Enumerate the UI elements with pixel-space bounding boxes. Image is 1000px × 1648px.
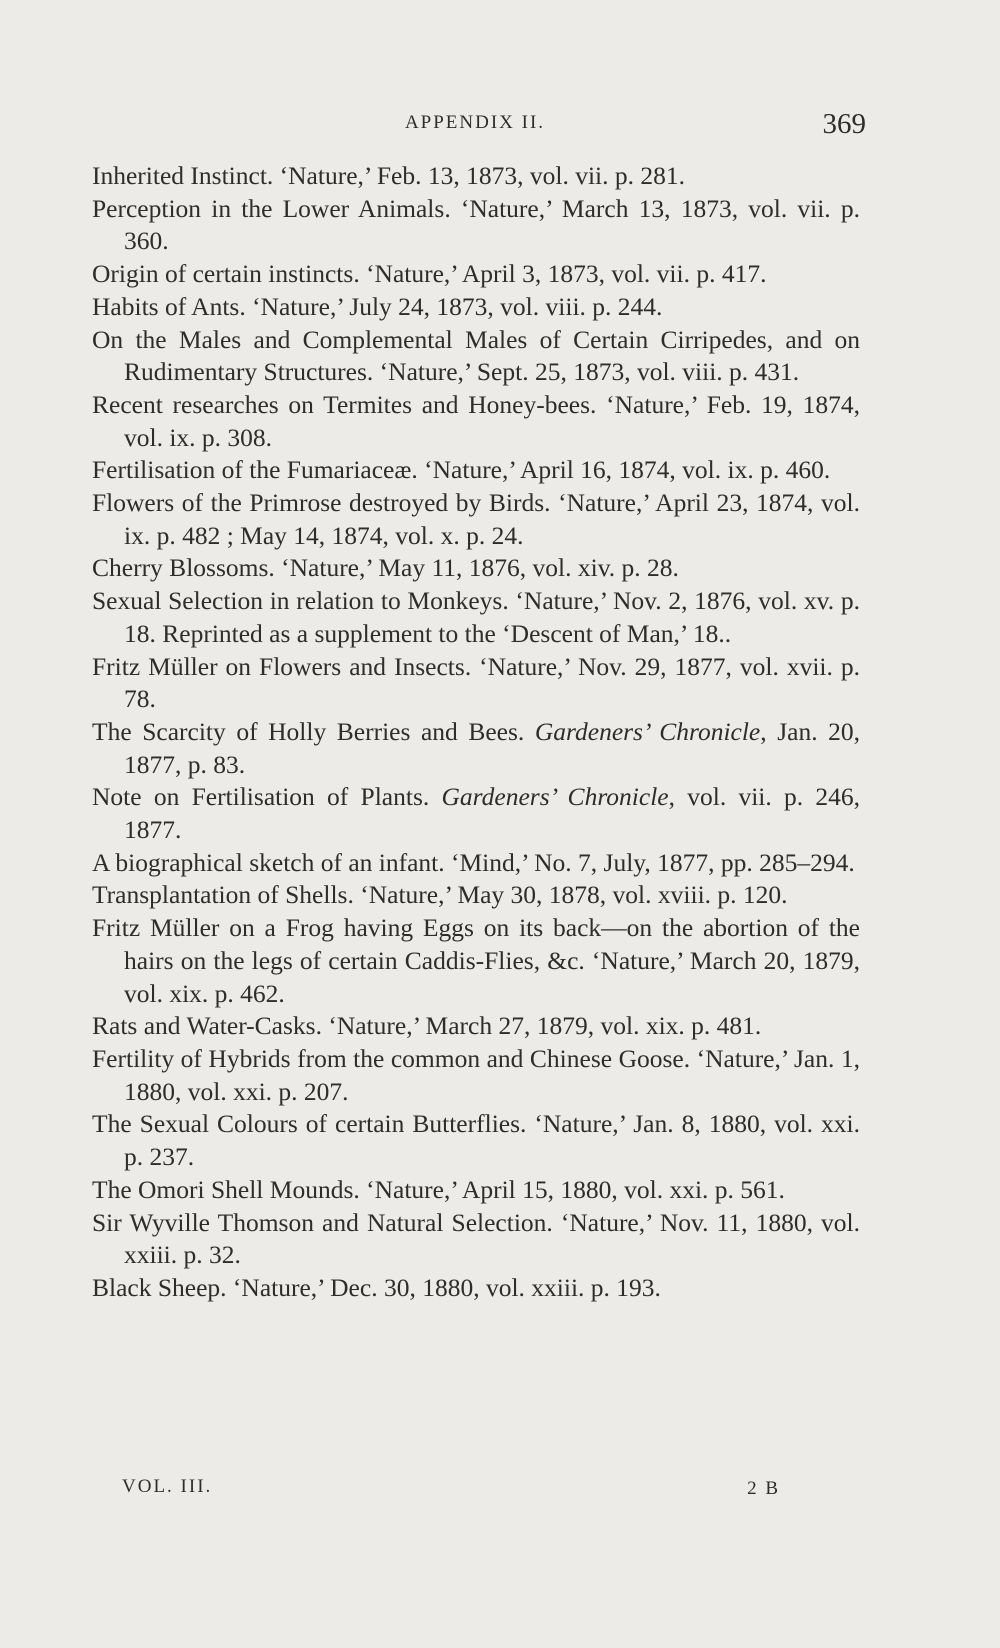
bibliography-entry bbox=[92, 781, 860, 846]
entry-text: A biographical sketch of an infant. ‘Mind,’ No. 7, July, 1877, pp. 285–294. bbox=[92, 847, 855, 877]
entry-text: Sexual Selection in relation to Monkeys. ‘Nature,’ Nov. 2, 1876, vol. xv. p. 18. Reprinted as a supplement to the ‘Descent of Man,’ 18.. bbox=[92, 586, 860, 648]
bibliography-entry bbox=[92, 454, 860, 487]
bibliography-entry bbox=[92, 324, 860, 389]
entry-text: Recent researches on Termites and Honey-bees. ‘Nature,’ Feb. 19, 1874, vol. ix. p. 308. bbox=[92, 389, 860, 452]
entry-text: Perception in the Lower Animals. ‘Nature,’ March 13, 1873, vol. vii. p. 360. bbox=[92, 193, 860, 256]
bibliography-entry bbox=[92, 1108, 860, 1173]
entry-text: Fritz Müller on a Frog having Eggs on its back—on the abortion of the hairs on the legs of certain Caddis-Flies, &c. ‘Nature,’ March 20, 1879, vol. xix. p. 462. bbox=[92, 913, 860, 1008]
bibliography-entry bbox=[92, 879, 860, 912]
bibliography-list bbox=[92, 160, 860, 1305]
periodical-title: Gardeners’ Chronicle bbox=[534, 716, 761, 746]
bibliography-entry bbox=[92, 160, 860, 193]
running-head bbox=[90, 108, 866, 148]
signature-mark: 2 B bbox=[747, 1478, 780, 1499]
bibliography-entry bbox=[92, 291, 860, 324]
bibliography-entry bbox=[92, 847, 860, 880]
entry-text: Fertility of Hybrids from the common and Chinese Goose. ‘Nature,’ Jan. 1, 1880, vol. xxi. p. 207. bbox=[92, 1043, 860, 1106]
entry-text: Flowers of the Primrose destroyed by Birds. ‘Nature,’ April 23, 1874, vol. ix. p. 482 ; May 14, 1874, vol. x. p. 24. bbox=[92, 488, 860, 550]
entry-text: The Sexual Colours of certain Butterflies. ‘Nature,’ Jan. 8, 1880, vol. xxi. p. 237. bbox=[92, 1109, 860, 1172]
bibliography-entry bbox=[92, 258, 860, 291]
entry-text: Cherry Blossoms. ‘Nature,’ May 11, 1876, vol. xiv. p. 28. bbox=[92, 553, 679, 583]
entry-text: Note on Fertilisation of Plants. bbox=[92, 782, 430, 812]
bibliography-entry bbox=[92, 1043, 860, 1108]
bibliography-entry bbox=[92, 585, 860, 650]
bibliography-entry bbox=[92, 1207, 860, 1272]
entry-text: Habits of Ants. ‘Nature,’ July 24, 1873, vol. viii. p. 244. bbox=[92, 291, 663, 321]
bibliography-entry bbox=[92, 193, 860, 258]
page-footer bbox=[122, 1476, 780, 1506]
section-title: APPENDIX II. bbox=[404, 112, 546, 133]
bibliography-entry bbox=[92, 912, 860, 1010]
entry-text: Fertilisation of the Fumariaceæ. ‘Nature,’ April 16, 1874, vol. ix. p. 460. bbox=[92, 455, 831, 485]
bibliography-entry bbox=[92, 1010, 860, 1043]
entry-citation: , Jan. 20, 1877, p. 83. bbox=[124, 716, 861, 779]
entry-text: On the Males and Complemental Males of Certain Cirripedes, and on Rudimentary Structures. ‘Nature,’ Sept. 25, 1873, vol. viii. p. 431. bbox=[92, 324, 860, 387]
entry-text: Rats and Water-Casks. ‘Nature,’ March 27, 1879, vol. xix. p. 481. bbox=[92, 1011, 762, 1041]
bibliography-entry bbox=[92, 716, 860, 781]
entry-citation: , vol. vii. p. 246, 1877. bbox=[124, 782, 860, 845]
entry-text: The Omori Shell Mounds. ‘Nature,’ April 15, 1880, vol. xxi. p. 561. bbox=[92, 1174, 785, 1204]
entry-text: Origin of certain instincts. ‘Nature,’ April 3, 1873, vol. vii. p. 417. bbox=[92, 259, 767, 289]
bibliography-entry bbox=[92, 1174, 860, 1207]
entry-text: Inherited Instinct. ‘Nature,’ Feb. 13, 1873, vol. vii. p. 281. bbox=[92, 161, 685, 190]
entry-text: Black Sheep. ‘Nature,’ Dec. 30, 1880, vol. xxiii. p. 193. bbox=[92, 1272, 661, 1302]
page-number: 369 bbox=[822, 108, 866, 140]
entry-text: The Scarcity of Holly Berries and Bees. bbox=[92, 716, 525, 746]
bibliography-entry bbox=[92, 651, 860, 716]
bibliography-entry bbox=[92, 1272, 860, 1305]
bibliography-entry bbox=[92, 389, 860, 454]
bibliography-entry bbox=[92, 552, 860, 585]
bibliography-entry bbox=[92, 487, 860, 552]
entry-text: Transplantation of Shells. ‘Nature,’ May 30, 1878, vol. xviii. p. 120. bbox=[92, 880, 788, 910]
entry-text: Sir Wyville Thomson and Natural Selection. ‘Nature,’ Nov. 11, 1880, vol. xxiii. p. 32. bbox=[92, 1207, 860, 1270]
volume-mark: VOL. III. bbox=[122, 1476, 213, 1497]
periodical-title: Gardeners’ Chronicle bbox=[441, 782, 669, 812]
entry-text: Fritz Müller on Flowers and Insects. ‘Nature,’ Nov. 29, 1877, vol. xvii. p. 78. bbox=[92, 651, 860, 714]
